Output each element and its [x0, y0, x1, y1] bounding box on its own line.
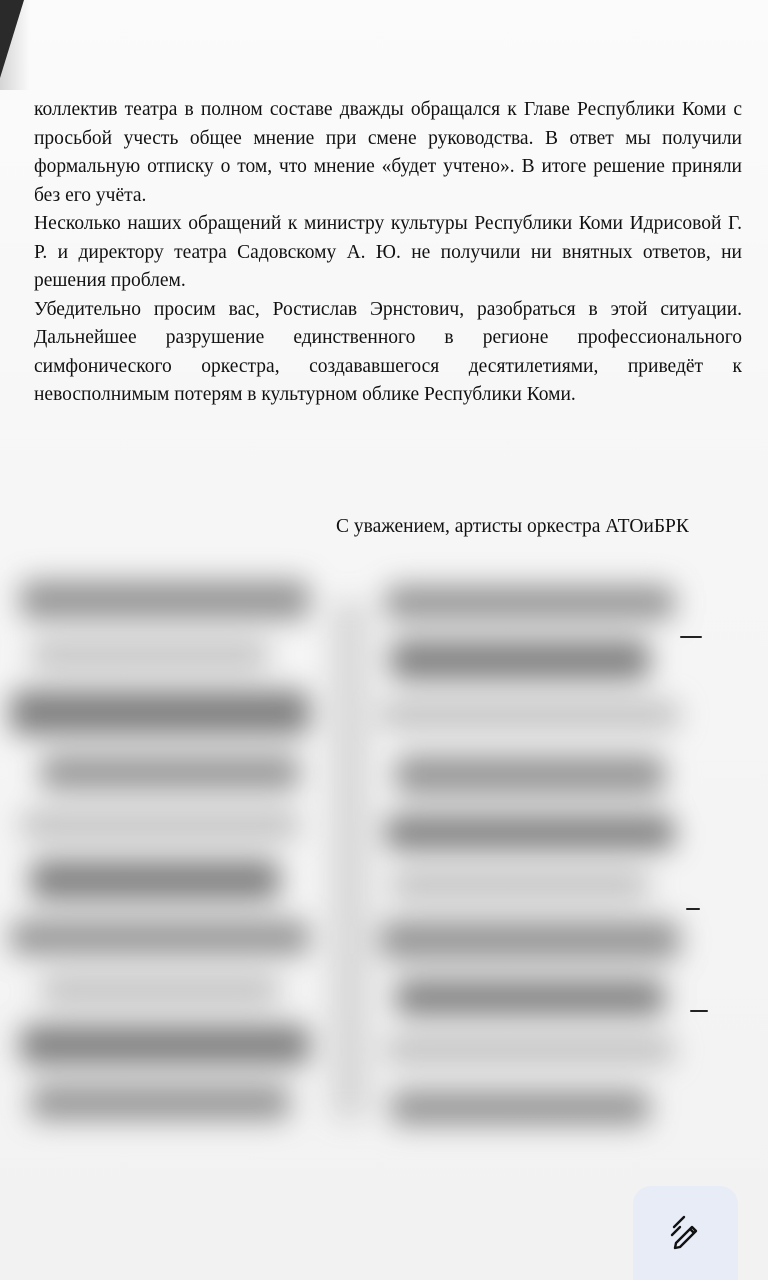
paragraph-2: Несколько наших обращений к министру культуры Республики Коми Идрисовой Г. Р. и директору театра Садовскому А. Ю. не получили ни внятных ответов, ни решения проблем. — [34, 213, 742, 291]
ink-stroke — [686, 908, 700, 910]
paragraph-3: Убедительно просим вас, Ростислав Эрнстович, разобраться в этой ситуации. Дальнейшее разрушение единственного в регионе профессионального симфонического оркестра, создававшегося десятилетиями, приведёт к невосполнимым потерям в культурном облике Республики Коми. — [34, 298, 742, 405]
paragraph-1: коллектив театра в полном составе дважды обращался к Главе Республики Коми с просьбой учесть общее мнение при смене руководства. В ответ мы получили формальную отписку о том, что мнение «будет учтено». В итоге решение приняли без его учёта. — [34, 99, 742, 206]
edit-button[interactable] — [633, 1186, 738, 1280]
folded-corner — [0, 0, 24, 78]
redacted-signatures — [0, 540, 768, 1160]
ink-stroke — [690, 1010, 708, 1012]
pencil-sparkle-icon — [666, 1213, 706, 1253]
ink-stroke — [680, 636, 702, 638]
letter-body — [34, 96, 742, 410]
signoff-line: С уважением, артисты оркестра АТОиБРК — [336, 516, 689, 537]
